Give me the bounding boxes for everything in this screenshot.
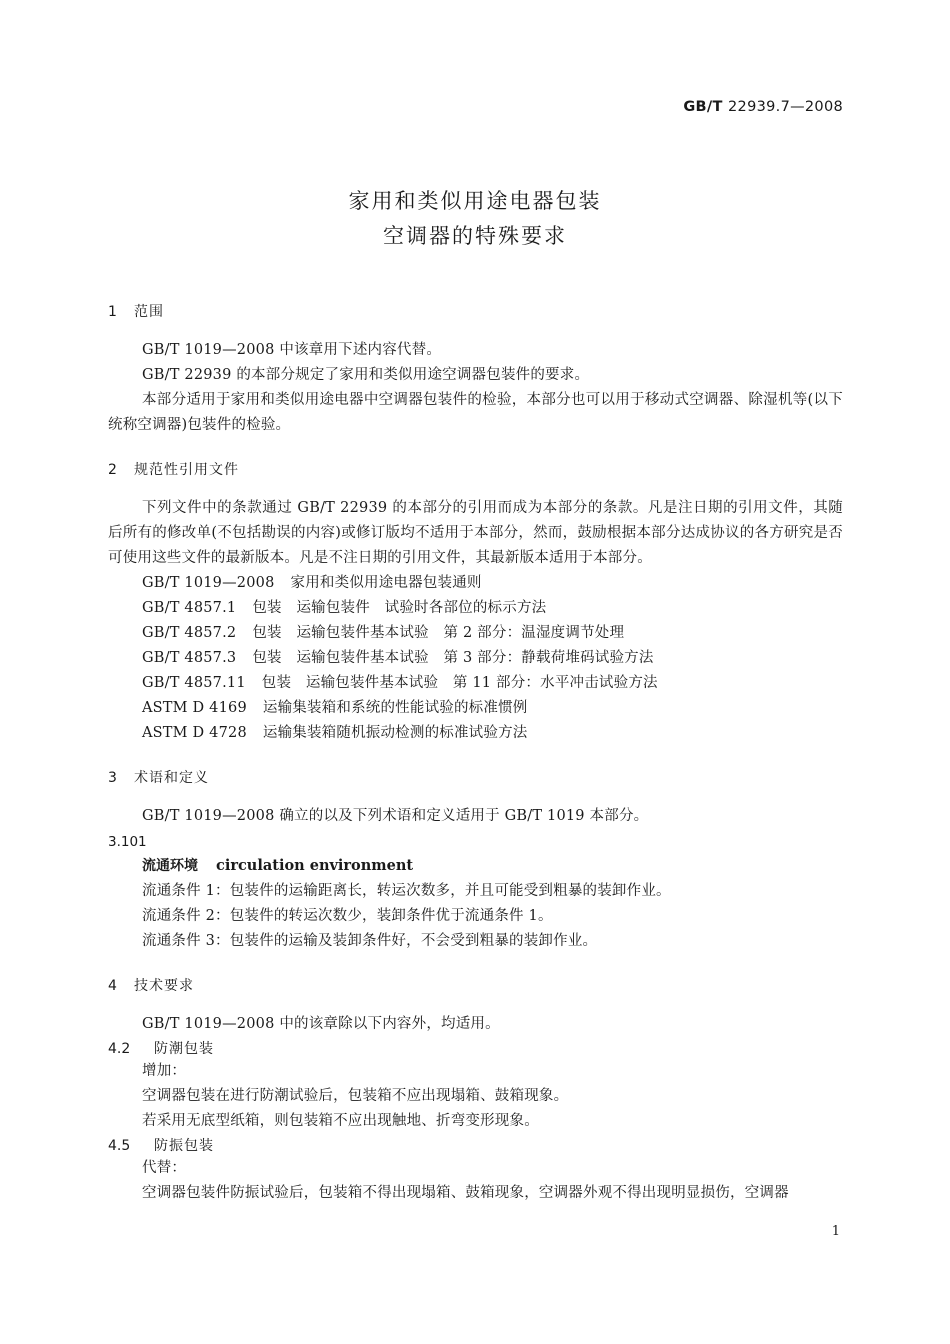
section-title: 术语和定义 [134, 770, 209, 786]
reference-item [108, 596, 843, 621]
subsection-heading-4-5 [108, 1134, 843, 1156]
section-title: 范围 [134, 304, 164, 320]
reference-code: GB/T 4857.1 [142, 600, 237, 616]
reference-item [108, 671, 843, 696]
reference-title: 包装 运输包装件 试验时各部位的标示方法 [252, 600, 547, 616]
subsection-number: 4.2 [108, 1041, 131, 1057]
term-chinese: 流通环境 [142, 858, 198, 874]
paragraph: 代替： [142, 1160, 187, 1176]
paragraph: 本部分适用于家用和类似用途电器中空调器包装件的检验，本部分也可以用于移动式空调器、除湿机等(以下统称空调器)包装件的检验。 [108, 392, 843, 433]
section-number: 3 [108, 770, 117, 786]
reference-item [108, 646, 843, 671]
reference-code: ASTM D 4169 [142, 700, 247, 716]
paragraph: 空调器包装在进行防潮试验后，包装箱不应出现塌箱、鼓箱现象。 [142, 1088, 569, 1104]
paragraph: GB/T 1019—2008 中的该章除以下内容外，均适用。 [142, 1016, 500, 1032]
reference-code: ASTM D 4728 [142, 725, 247, 741]
standard-number: 22939.7—2008 [728, 99, 843, 115]
term-name [108, 853, 843, 879]
reference-item [108, 621, 843, 646]
section-number: 4 [108, 978, 117, 994]
section-heading-3 [108, 766, 843, 788]
paragraph: 下列文件中的条款通过 GB/T 22939 的本部分的引用而成为本部分的条款。凡是注日期的引用文件，其随后所有的修改单(不包括勘误的内容)或修订版均不适用于本部分，然而，鼓励根据本部分达成协议的各方研究是否可使用这些文件的最新版本。凡是不注日期的引用文件，其最新版本适用于本部分。 [108, 500, 843, 566]
section-title: 规范性引用文件 [134, 462, 239, 478]
reference-item [108, 696, 843, 721]
paragraph: GB/T 22939 的本部分规定了家用和类似用途空调器包装件的要求。 [142, 367, 590, 383]
reference-title: 包装 运输包装件基本试验 第 3 部分：静载荷堆码试验方法 [252, 650, 654, 666]
term-number: 3.101 [108, 834, 147, 850]
document-title-line2: 空调器的特殊要求 [383, 224, 567, 248]
reference-item [108, 571, 843, 596]
section-number: 1 [108, 304, 117, 320]
term-english: circulation environment [216, 857, 414, 874]
subsection-heading-4-2 [108, 1037, 843, 1059]
reference-title: 包装 运输包装件基本试验 第 11 部分：水平冲击试验方法 [261, 675, 658, 691]
reference-code: GB/T 4857.11 [142, 675, 246, 691]
paragraph: 增加： [142, 1063, 187, 1079]
section-title: 技术要求 [134, 978, 194, 994]
reference-title: 运输集装箱和系统的性能试验的标准惯例 [262, 700, 528, 716]
page-number: 1 [831, 1224, 840, 1239]
reference-code: GB/T 4857.2 [142, 625, 237, 641]
reference-code: GB/T 4857.3 [142, 650, 237, 666]
standard-prefix: GB/T [683, 99, 723, 115]
section-heading-1 [108, 300, 843, 322]
paragraph: 若采用无底型纸箱，则包装箱不应出现触地、折弯变形现象。 [142, 1113, 539, 1129]
reference-title: 运输集装箱随机振动检测的标准试验方法 [262, 725, 528, 741]
reference-title: 包装 运输包装件基本试验 第 2 部分：温湿度调节处理 [252, 625, 625, 641]
document-body [108, 300, 843, 1206]
subsection-title: 防振包装 [154, 1138, 214, 1154]
paragraph: GB/T 1019—2008 确立的以及下列术语和定义适用于 GB/T 1019 本部分。 [142, 808, 649, 824]
paragraph: 空调器包装件防振试验后，包装箱不得出现塌箱、鼓箱现象，空调器外观不得出现明显损伤，空调器 [142, 1185, 789, 1201]
subsection-title: 防潮包装 [154, 1041, 214, 1057]
circulation-condition: 流通条件 2：包装件的转运次数少，装卸条件优于流通条件 1。 [142, 908, 553, 924]
standard-number-header [683, 99, 843, 115]
document-title-line1: 家用和类似用途电器包装 [348, 189, 602, 213]
circulation-condition: 流通条件 3：包装件的运输及装卸条件好，不会受到粗暴的装卸作业。 [142, 933, 598, 949]
reference-item [108, 721, 843, 746]
section-heading-4 [108, 974, 843, 996]
circulation-condition: 流通条件 1：包装件的运输距离长，转运次数多，并且可能受到粗暴的装卸作业。 [142, 883, 671, 899]
reference-code: GB/T 1019—2008 [142, 575, 275, 591]
reference-title: 家用和类似用途电器包装通则 [290, 575, 482, 591]
section-number: 2 [108, 462, 117, 478]
subsection-number: 4.5 [108, 1138, 131, 1154]
section-heading-2 [108, 458, 843, 480]
paragraph: GB/T 1019—2008 中该章用下述内容代替。 [142, 342, 442, 358]
